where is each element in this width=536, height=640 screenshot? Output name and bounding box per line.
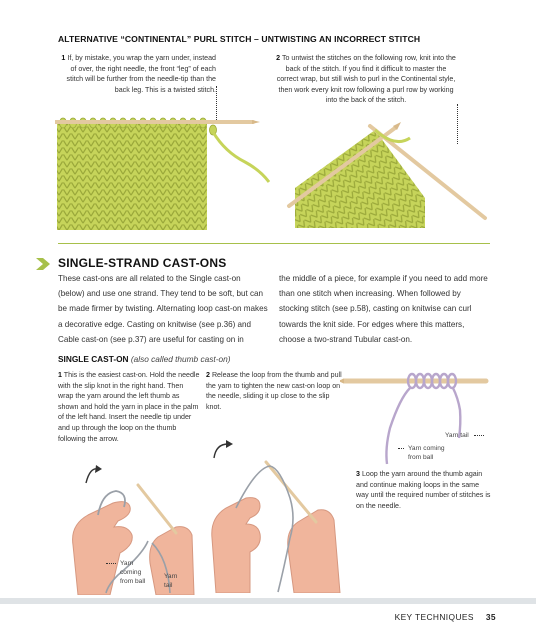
- cast-step3-caption: [356, 469, 491, 511]
- section-heading: SINGLE-STRAND CAST-ONS: [58, 256, 227, 270]
- subheading: [58, 354, 230, 364]
- cast-step3-number: 3: [356, 470, 360, 478]
- cast-step1-text: This is the easiest cast-on. Hold the needle with the slip knot in the right hand. Then wrap the yarn around the left thumb as shown and hold the yarn in place in the palm of the left hand. Insert the needle tip under and up through the loop on the thumb following the arrow.: [58, 371, 200, 443]
- cast-step1-number: 1: [58, 371, 62, 379]
- page-number: 35: [485, 612, 496, 622]
- yarn-from-ball-label: Yarn coming from ball: [408, 445, 445, 461]
- photo-yarn-from-ball-label: Yarn coming from ball: [120, 560, 146, 585]
- cast-step3-text: Loop the yarn around the thumb again and continue making loops in the same way until the required number of stitches is on the needle.: [356, 470, 491, 510]
- leader-line: [106, 563, 116, 564]
- footer-bar: [0, 598, 536, 604]
- step1-caption: [58, 53, 216, 95]
- yarn-tail-label: Yarn tail: [445, 432, 469, 439]
- cast-step2-text: Release the loop from the thumb and pull the yarn to tighten the new cast-on loop on the needle, sliding it up close to the slip knot.: [206, 371, 342, 411]
- footer-section: KEY TECHNIQUES: [394, 612, 474, 622]
- cast-step2-caption: [206, 370, 346, 412]
- step2-number: 2: [276, 54, 281, 62]
- step2-text: To untwist the stitches on the following row, knit into the back of the stitch. If you find it difficult to master the correct wrap, but still wish to purl in the Continental style, then work every knit row following a purl row by working into the back of the stitch.: [276, 54, 456, 105]
- untwist-swatch-illustration: [275, 118, 490, 238]
- cast-step1-caption: [58, 370, 200, 444]
- photo-yarn-tail-label: Yarn tail: [164, 573, 178, 589]
- hands-cast-on-step2-photo: [206, 438, 346, 593]
- step1-text: If, by mistake, you wrap the yarn under, instead of over, the right needle, the front “leg” of each stitch will be further from the needle-tip than the back leg. This is a twisted stitch.: [66, 54, 216, 94]
- step1-number: 1: [61, 54, 66, 62]
- section-title: ALTERNATIVE “CONTINENTAL” PURL STITCH – UNTWISTING AN INCORRECT STITCH: [58, 34, 421, 44]
- knit-swatch-illustration: [55, 112, 270, 234]
- intro-paragraph-right: the middle of a piece, for example if you need to add more than one stitch when increasing. When followed by stocking stitch (see p.58), casting on knitwise can curl towards the knit side. For edges where this matters, choose a two-strand Tubular cast-on.: [279, 274, 488, 344]
- leader-line: [474, 435, 484, 436]
- chevron-right-icon: [36, 258, 50, 270]
- leader-line: [398, 448, 404, 449]
- intro-paragraph-left: These cast-ons are all related to the Single cast-on (below) and use one strand. They tend to be soft, but can be made firmer by twisting. Alternating loop cast-on makes a decorative edge. Casting on knitwise (see p.36) and Cable cast-on (see p.37) are useful for casting on in: [58, 274, 268, 344]
- step2-caption: [276, 53, 456, 106]
- subheading-title: SINGLE CAST-ON: [58, 354, 129, 364]
- section-divider: [58, 243, 490, 244]
- cast-step2-number: 2: [206, 371, 210, 379]
- page-footer: [395, 612, 496, 622]
- subheading-note: (also called thumb cast-on): [130, 354, 231, 364]
